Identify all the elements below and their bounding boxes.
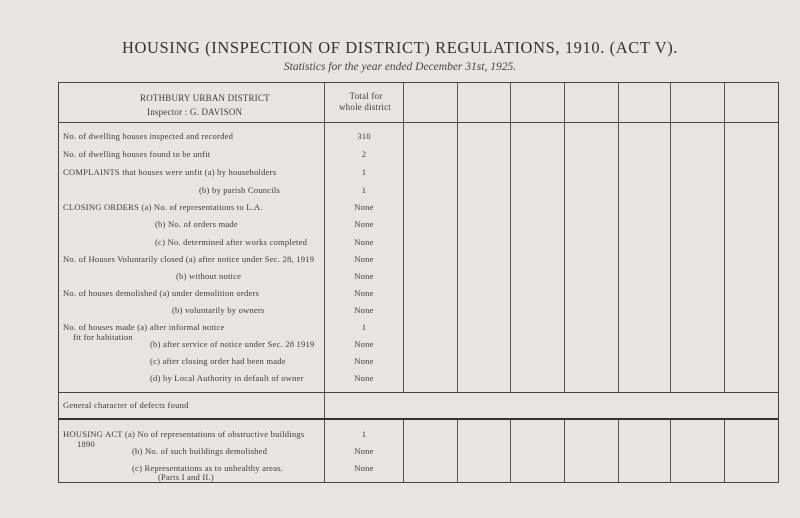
inspector-name: Inspector : G. DAVISON: [147, 107, 243, 117]
column-divider: [618, 83, 619, 392]
row-value: None: [354, 305, 374, 315]
section-rule: [59, 418, 778, 420]
act-row-label: 1890: [77, 439, 95, 449]
column-divider: [324, 83, 325, 482]
column-divider: [403, 418, 404, 482]
column-divider: [457, 83, 458, 392]
row-label: (b) by parish Councils: [199, 185, 281, 195]
column-divider: [510, 83, 511, 392]
row-value: 310: [357, 131, 371, 141]
total-column-header: Total for: [349, 91, 383, 101]
row-label: No. of houses made (a) after informal notice: [63, 322, 225, 332]
row-value: None: [354, 288, 374, 298]
act-row-value: None: [354, 446, 374, 456]
row-value: None: [354, 271, 374, 281]
page-subtitle: Statistics for the year ended December 31st, 1925.: [283, 61, 517, 73]
row-label: (b) voluntarily by owners: [172, 305, 265, 315]
row-label: fit for habitation: [73, 332, 133, 342]
row-value: 1: [361, 185, 367, 195]
row-value: None: [354, 373, 374, 383]
row-label: (b) No. of orders made: [155, 219, 238, 229]
row-value: None: [354, 254, 374, 264]
row-label: COMPLAINTS that houses were unfit (a) by householders: [63, 167, 277, 177]
act-row-value: 1: [361, 429, 367, 439]
row-label: CLOSING ORDERS (a) No. of representations to L.A.: [63, 202, 263, 212]
row-label: (c) after closing order had been made: [150, 356, 286, 366]
district-name: ROTHBURY URBAN DISTRICT: [140, 93, 270, 103]
column-divider: [670, 83, 671, 392]
header-rule: [59, 122, 778, 123]
row-value: 1: [361, 167, 367, 177]
row-label: No. of houses demolished (a) under demolition orders: [63, 288, 260, 298]
page-title: HOUSING (INSPECTION OF DISTRICT) REGULATIONS, 1910. (ACT V).: [121, 38, 679, 57]
act-row-label: (c) Representations as to unhealthy areas.: [132, 463, 284, 473]
act-row-value: None: [354, 463, 374, 473]
column-divider: [403, 83, 404, 392]
act-row-label: HOUSING ACT (a) No of representations of obstructive buildings: [63, 429, 305, 439]
row-label: No. of dwelling houses inspected and recorded: [63, 131, 234, 141]
column-divider: [670, 418, 671, 482]
row-value: 2: [361, 149, 367, 159]
row-label: (d) by Local Authority in default of owner: [150, 373, 304, 383]
row-label: (b) after service of notice under Sec. 28 1919: [150, 339, 315, 349]
row-value: None: [354, 339, 374, 349]
column-divider: [724, 418, 725, 482]
row-label: (b) without notice: [176, 271, 242, 281]
act-row-label: (Parts I and II.): [158, 472, 214, 482]
row-value: None: [354, 219, 374, 229]
row-value: None: [354, 202, 374, 212]
row-value: None: [354, 237, 374, 247]
general-defects-label: General character of defects found: [63, 400, 189, 410]
row-value: 1: [361, 322, 367, 332]
column-divider: [564, 418, 565, 482]
column-divider: [510, 418, 511, 482]
row-value: None: [354, 356, 374, 366]
row-label: No. of Houses Voluntarily closed (a) after notice under Sec. 28, 1919: [63, 254, 315, 264]
column-divider: [457, 418, 458, 482]
section-rule: [59, 392, 778, 393]
column-divider: [564, 83, 565, 392]
row-label: (c) No. determined after works completed: [155, 237, 308, 247]
row-label: No. of dwelling houses found to be unfit: [63, 149, 211, 159]
total-column-header-2: whole district: [338, 102, 392, 112]
column-divider: [618, 418, 619, 482]
column-divider: [724, 83, 725, 392]
act-row-label: (b) No. of such buildings demolished: [132, 446, 268, 456]
